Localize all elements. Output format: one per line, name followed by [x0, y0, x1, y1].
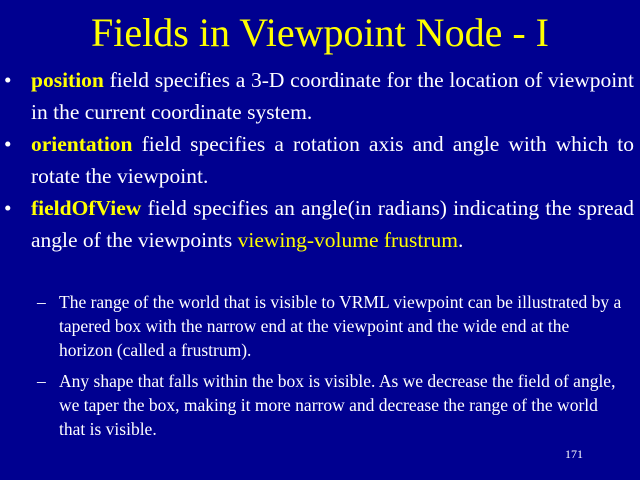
bullet-highlight: viewing-volume frustrum: [237, 228, 458, 252]
bullet-text: field specifies an angle(in radians) indicating the spread angle of the viewpoints: [31, 196, 634, 252]
sub-bullet-visibility: [0, 369, 640, 441]
bullet-list: [0, 64, 640, 256]
sub-bullet-text: The range of the world that is visible to VRML viewpoint can be illustrated by a tapered box with the narrow end at the viewpoint and the wide end at the horizon (called a frustrum).: [59, 292, 622, 360]
bullet-suffix: .: [457, 228, 464, 252]
page-number: 171: [565, 447, 583, 461]
bullet-marker: •: [4, 68, 12, 92]
bullet-keyword: orientation: [31, 132, 133, 156]
sub-bullet-marker: –: [37, 371, 46, 391]
bullet-marker: •: [4, 132, 12, 156]
bullet-field-of-view: [0, 192, 640, 256]
bullet-keyword: position: [31, 68, 104, 92]
sub-bullet-frustrum: [0, 290, 640, 362]
bullet-text: field specifies a 3-D coordinate for the location of viewpoint in the current coordinate system.: [31, 68, 634, 124]
bullet-keyword: fieldOfView: [31, 196, 142, 220]
sub-bullet-text: Any shape that falls within the box is visible. As we decrease the field of angle, we taper the box, making it more narrow and decrease the range of the world that is visible.: [59, 371, 616, 439]
sub-bullet-marker: –: [37, 292, 46, 312]
bullet-orientation: [0, 128, 640, 192]
bullet-text: field specifies a rotation axis and angle with which to rotate the viewpoint.: [31, 132, 634, 188]
bullet-marker: •: [4, 196, 12, 220]
sub-bullet-list: [0, 290, 640, 448]
bullet-position: [0, 64, 640, 128]
slide-title: Fields in Viewpoint Node - I: [91, 10, 549, 55]
